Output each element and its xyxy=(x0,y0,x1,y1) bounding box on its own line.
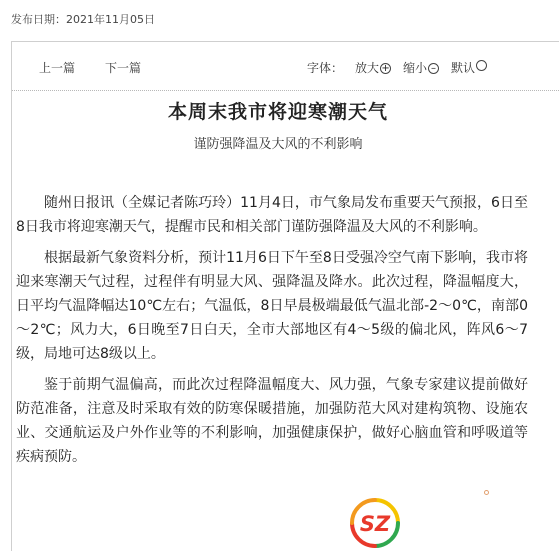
toolbar-divider xyxy=(12,90,559,91)
zoom-out-label: 缩小 xyxy=(403,61,428,75)
zoom-in-label: 放大 xyxy=(355,61,380,75)
plus-circle-icon: + xyxy=(381,63,390,74)
article-subtitle: 谨防强降温及大风的不利影响 xyxy=(193,137,363,152)
font-size-label: 字体： xyxy=(307,61,344,75)
logo-text: SZ xyxy=(359,512,391,536)
article-title: 本周末我市将迎寒潮天气 xyxy=(167,101,388,123)
publish-date-value: 2021年11月05日 xyxy=(66,13,155,26)
publish-date xyxy=(11,11,155,27)
prev-article-link[interactable]: 上一篇 xyxy=(39,61,76,75)
circle-icon xyxy=(476,60,487,71)
minus-circle-icon: – xyxy=(428,63,439,74)
default-size-button[interactable] xyxy=(451,59,487,76)
next-article-link[interactable]: 下一篇 xyxy=(105,61,142,75)
article-paragraph: 根据最新气象资料分析，预计11月6日下午至8日受强冷空气南下影响，我市将迎来寒潮天气过程，过程伴有明显大风、强降温及降水。此次过程，降温幅度大，日平均气温降幅达10℃左右；气温低，8日早晨极端最低气温北部-2～0℃，南部0～2℃；风力大，6日晚至7日白天，全市大部地区有4～5级的偏北风，阵风6～7级，局地可达8级以上。 xyxy=(16,250,528,362)
default-size-label: 默认 xyxy=(451,61,476,75)
zoom-in-button[interactable] xyxy=(355,59,391,76)
article-paragraph: 鉴于前期气温偏高，而此次过程降温幅度大、风力强，气象专家建议提前做好防范准备，注意及时采取有效的防寒保暖措施，加强防范大风对建构筑物、设施农业、交通航运及户外作业等的不利影响，加强健康保护，做好心脑血管和呼吸道等疾病预防。 xyxy=(16,377,528,465)
decorative-dot xyxy=(484,490,489,495)
sz-logo-icon xyxy=(348,496,402,550)
publish-date-label: 发布日期： xyxy=(11,13,66,26)
article-panel xyxy=(11,41,559,551)
zoom-out-button[interactable] xyxy=(403,59,439,76)
article-body xyxy=(16,191,528,476)
article-toolbar xyxy=(12,42,559,90)
article-paragraph: 随州日报讯（全媒记者陈巧玲）11月4日，市气象局发布重要天气预报，6日至8日我市将迎寒潮天气，提醒市民和相关部门谨防强降温及大风的不利影响。 xyxy=(16,195,528,235)
